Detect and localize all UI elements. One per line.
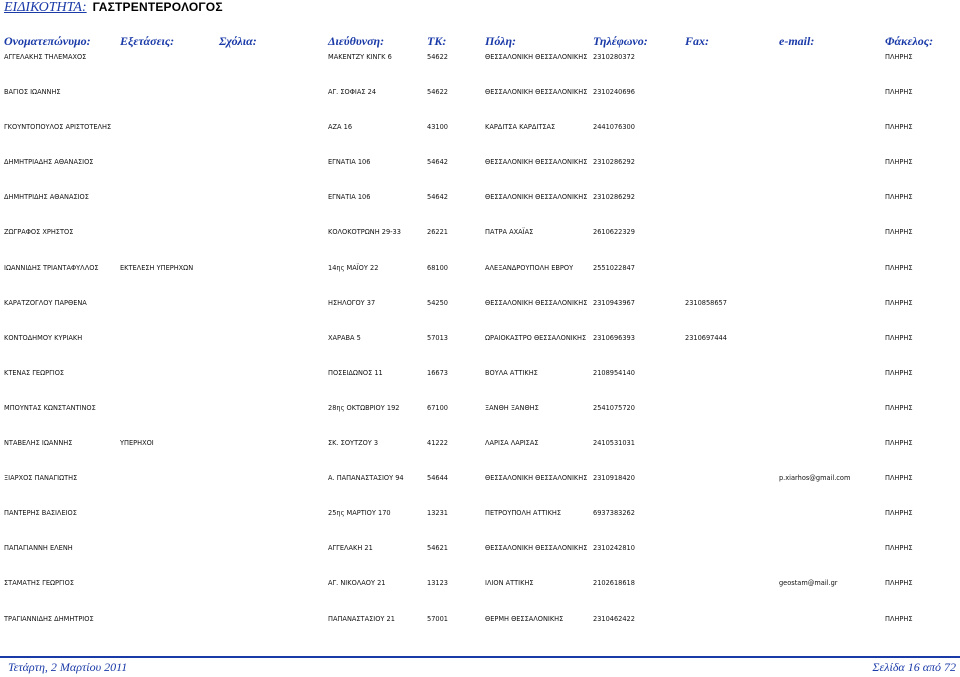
column-header-comments: Σχόλια: [219, 34, 257, 48]
column-header-file: Φάκελος: [885, 34, 934, 48]
doctor-postcode: 13123 [427, 579, 448, 588]
doctor-file-status: ΠΛΗΡΗΣ [885, 403, 913, 412]
doctor-phone: 2310286292 [593, 158, 635, 167]
doctor-postcode: 41222 [427, 439, 448, 448]
doctor-name: ΤΡΑΓΙΑΝΝΙΔΗΣ ΔΗΜΗΤΡΙΟΣ [4, 614, 94, 623]
doctor-postcode: 54642 [427, 158, 448, 167]
footer-date: Τετάρτη, 2 Μαρτίου 2011 [8, 660, 128, 674]
table-row [0, 121, 960, 156]
doctor-phone: 2310696393 [593, 333, 635, 342]
doctor-city: ΘΕΣΣΑΛΟΝΙΚΗ ΘΕΣΣΑΛΟΝΙΚΗΣ [485, 158, 588, 167]
doctor-name: ΔΗΜΗΤΡΙΑΔΗΣ ΑΘΑΝΑΣΙΟΣ [4, 158, 94, 167]
doctor-file-status: ΠΛΗΡΗΣ [885, 333, 913, 342]
doctor-name: ΙΩΑΝΝΙΔΗΣ ΤΡΙΑΝΤΑΦΥΛΛΟΣ [4, 263, 99, 272]
doctor-postcode: 54644 [427, 474, 448, 483]
doctor-address: ΜΑΚΕΝΤΖΥ ΚΙΝΓΚ 6 [328, 53, 392, 61]
doctor-address: 28ης ΟΚΤΩΒΡΙΟΥ 192 [328, 403, 400, 412]
doctor-phone: 2310462422 [593, 614, 635, 623]
doctor-phone: 2310918420 [593, 474, 635, 483]
doctor-phone: 2441076300 [593, 123, 635, 132]
doctor-phone: 2102618618 [593, 579, 635, 588]
doctor-name: ΔΗΜΗΤΡΙΔΗΣ ΑΘΑΝΑΣΙΟΣ [4, 193, 89, 202]
specialty-label: ΕΙΔΙΚΟΤΗΤΑ: [4, 0, 87, 15]
footer-divider [0, 656, 960, 658]
doctor-phone: 2310286292 [593, 193, 635, 202]
table-row [0, 542, 960, 577]
table-row [0, 402, 960, 437]
doctor-postcode: 67100 [427, 403, 448, 412]
doctor-address: ΑΓ. ΣΟΦΙΑΣ 24 [328, 88, 377, 97]
doctor-postcode: 57013 [427, 333, 448, 342]
doctor-city: ΘΕΣΣΑΛΟΝΙΚΗ ΘΕΣΣΑΛΟΝΙΚΗΣ [485, 298, 588, 307]
doctor-file-status: ΠΛΗΡΗΣ [885, 474, 913, 483]
table-row [0, 297, 960, 332]
doctor-address: ΠΑΠΑΝΑΣΤΑΣΙΟΥ 21 [328, 614, 395, 623]
table-row [0, 226, 960, 261]
doctor-exams: ΕΚΤΕΛΕΣΗ ΥΠΕΡΗΧΩΝ [120, 263, 194, 272]
column-header-name: Ονοματεπώνυμο: [4, 34, 91, 48]
doctor-address: ΧΑΡΑΒΑ 5 [328, 333, 361, 342]
doctor-city: ΑΛΕΞΑΝΔΡΟΥΠΟΛΗ ΕΒΡΟΥ [485, 263, 574, 272]
doctor-city: ΘΕΣΣΑΛΟΝΙΚΗ ΘΕΣΣΑΛΟΝΙΚΗΣ [485, 474, 588, 483]
doctor-postcode: 13231 [427, 509, 448, 518]
doctor-city: ΘΕΡΜΗ ΘΕΣΣΑΛΟΝΙΚΗΣ [485, 614, 564, 623]
doctor-name: ΑΓΓΕΛΑΚΗΣ ΤΗΛΕΜΑΧΟΣ [4, 53, 87, 61]
column-header-phone: Τηλέφωνο: [593, 34, 648, 48]
column-header-email: e-mail: [779, 34, 815, 48]
doctor-list [0, 51, 960, 648]
doctor-file-status: ΠΛΗΡΗΣ [885, 158, 913, 167]
doctor-name: ΒΑΓΙΟΣ ΙΩΑΝΝΗΣ [4, 88, 61, 97]
doctor-address: 25ης ΜΑΡΤΙΟΥ 170 [328, 509, 391, 518]
doctor-phone: 2610622329 [593, 228, 635, 237]
footer-page-number: Σελίδα 16 από 72 [872, 660, 956, 674]
column-header-exams: Εξετάσεις: [120, 34, 175, 48]
doctor-name: ΖΩΓΡΑΦΟΣ ΧΡΗΣΤΟΣ [4, 228, 74, 237]
table-row [0, 577, 960, 612]
doctor-address: ΑΖΑ 16 [328, 123, 353, 132]
doctor-address: ΣΚ. ΣΟΥΤΖΟΥ 3 [328, 439, 379, 448]
table-row [0, 262, 960, 297]
doctor-postcode: 43100 [427, 123, 448, 132]
doctor-postcode: 16673 [427, 368, 448, 377]
doctor-postcode: 54622 [427, 88, 448, 97]
doctor-address: ΑΓ. ΝΙΚΟΛΑΟΥ 21 [328, 579, 386, 588]
doctor-postcode: 54622 [427, 53, 448, 61]
doctor-file-status: ΠΛΗΡΗΣ [885, 579, 913, 588]
doctor-file-status: ΠΛΗΡΗΣ [885, 509, 913, 518]
table-row [0, 51, 960, 86]
column-header-row [0, 33, 960, 49]
column-header-city: Πόλη: [485, 34, 517, 48]
doctor-phone: 2310280372 [593, 53, 635, 61]
doctor-email[interactable]: p.xiarhos@gmail.com [779, 474, 851, 483]
doctor-name: ΞΙΑΡΧΟΣ ΠΑΝΑΓΙΩΤΗΣ [4, 474, 78, 483]
doctor-city: ΙΛΙΟΝ ΑΤΤΙΚΗΣ [485, 579, 534, 588]
doctor-city: ΚΑΡΔΙΤΣΑ ΚΑΡΔΙΤΣΑΣ [485, 123, 556, 132]
doctor-address: 14ης ΜΑΪΟΥ 22 [328, 263, 379, 272]
doctor-phone: 2310242810 [593, 544, 635, 553]
doctor-phone: 6937383262 [593, 509, 635, 518]
doctor-file-status: ΠΛΗΡΗΣ [885, 263, 913, 272]
doctor-phone: 2410531031 [593, 439, 635, 448]
doctor-file-status: ΠΛΗΡΗΣ [885, 88, 913, 97]
doctor-address: ΕΓΝΑΤΙΑ 106 [328, 193, 371, 202]
doctor-phone: 2310943967 [593, 298, 635, 307]
doctor-address: Α. ΠΑΠΑΝΑΣΤΑΣΙΟΥ 94 [328, 474, 404, 483]
doctor-file-status: ΠΛΗΡΗΣ [885, 53, 913, 61]
doctor-city: ΘΕΣΣΑΛΟΝΙΚΗ ΘΕΣΣΑΛΟΝΙΚΗΣ [485, 53, 588, 61]
column-header-fax: Fax: [685, 34, 709, 48]
doctor-postcode: 54621 [427, 544, 448, 553]
table-row [0, 507, 960, 542]
doctor-city: ΘΕΣΣΑΛΟΝΙΚΗ ΘΕΣΣΑΛΟΝΙΚΗΣ [485, 88, 588, 97]
doctor-file-status: ΠΛΗΡΗΣ [885, 439, 913, 448]
doctor-city: ΩΡΑΙΟΚΑΣΤΡΟ ΘΕΣΣΑΛΟΝΙΚΗΣ [485, 333, 587, 342]
table-row [0, 156, 960, 191]
table-row [0, 437, 960, 472]
column-header-postcode: ΤΚ: [427, 34, 447, 48]
doctor-name: ΚΟΝΤΟΔΗΜΟΥ ΚΥΡΙΑΚΗ [4, 333, 83, 342]
doctor-phone: 2108954140 [593, 368, 635, 377]
doctor-file-status: ΠΛΗΡΗΣ [885, 614, 913, 623]
doctor-file-status: ΠΛΗΡΗΣ [885, 544, 913, 553]
table-row [0, 191, 960, 226]
report-title [4, 0, 223, 14]
table-row [0, 332, 960, 367]
doctor-file-status: ΠΛΗΡΗΣ [885, 298, 913, 307]
doctor-postcode: 54250 [427, 298, 448, 307]
specialty-value: ΓΑΣΤΡΕΝΤΕΡΟΛΟΓΟΣ [92, 0, 223, 14]
doctor-postcode: 68100 [427, 263, 448, 272]
doctor-city: ΞΑΝΘΗ ΞΑΝΘΗΣ [485, 403, 539, 412]
doctor-city: ΠΑΤΡΑ ΑΧΑΪΑΣ [485, 228, 534, 237]
doctor-name: ΠΑΝΤΕΡΗΣ ΒΑΣΙΛΕΙΟΣ [4, 509, 77, 518]
table-row [0, 613, 960, 648]
table-row [0, 367, 960, 402]
doctor-name: ΝΤΑΒΕΛΗΣ ΙΩΑΝΝΗΣ [4, 439, 73, 448]
doctor-address: ΚΟΛΟΚΟΤΡΩΝΗ 29-33 [328, 228, 401, 237]
doctor-city: ΘΕΣΣΑΛΟΝΙΚΗ ΘΕΣΣΑΛΟΝΙΚΗΣ [485, 193, 588, 202]
doctor-file-status: ΠΛΗΡΗΣ [885, 228, 913, 237]
doctor-name: ΓΚΟΥΝΤΟΠΟΥΛΟΣ ΑΡΙΣΤΟΤΕΛΗΣ [4, 123, 112, 132]
doctor-file-status: ΠΛΗΡΗΣ [885, 368, 913, 377]
doctor-name: ΠΑΠΑΓΙΑΝΝΗ ΕΛΕΝΗ [4, 544, 73, 553]
doctor-address: ΕΓΝΑΤΙΑ 106 [328, 158, 371, 167]
doctor-email[interactable]: geostam@mail.gr [779, 579, 838, 588]
doctor-city: ΛΑΡΙΣΑ ΛΑΡΙΣΑΣ [485, 439, 539, 448]
doctor-phone: 2541075720 [593, 403, 635, 412]
doctor-name: ΚΑΡΑΤΖΟΓΛΟΥ ΠΑΡΘΕΝΑ [4, 298, 87, 307]
doctor-postcode: 26221 [427, 228, 448, 237]
doctor-file-status: ΠΛΗΡΗΣ [885, 193, 913, 202]
doctor-phone: 2551022847 [593, 263, 635, 272]
doctor-name: ΚΤΕΝΑΣ ΓΕΩΡΓΙΟΣ [4, 368, 65, 377]
doctor-address: ΠΟΣΕΙΔΩΝΟΣ 11 [328, 368, 383, 377]
doctor-phone: 2310240696 [593, 88, 635, 97]
doctor-exams: ΥΠΕΡΗΧΟΙ [120, 439, 154, 448]
doctor-fax: 2310858657 [685, 298, 727, 307]
table-row [0, 472, 960, 507]
doctor-address: ΗΣΗΛΟΓΟΥ 37 [328, 298, 376, 307]
doctor-postcode: 57001 [427, 614, 448, 623]
doctor-city: ΠΕΤΡΟΥΠΟΛΗ ΑΤΤΙΚΗΣ [485, 509, 562, 518]
doctor-postcode: 54642 [427, 193, 448, 202]
doctor-name: ΣΤΑΜΑΤΗΣ ΓΕΩΡΓΙΟΣ [4, 579, 74, 588]
column-header-address: Διεύθυνση: [328, 34, 385, 48]
doctor-file-status: ΠΛΗΡΗΣ [885, 123, 913, 132]
doctor-city: ΒΟΥΛΑ ΑΤΤΙΚΗΣ [485, 368, 538, 377]
doctor-name: ΜΠΟΥΝΤΑΣ ΚΩΝΣΤΑΝΤΙΝΟΣ [4, 403, 96, 412]
doctor-fax: 2310697444 [685, 333, 727, 342]
doctor-city: ΘΕΣΣΑΛΟΝΙΚΗ ΘΕΣΣΑΛΟΝΙΚΗΣ [485, 544, 588, 553]
doctor-address: ΑΓΓΕΛΑΚΗ 21 [328, 544, 373, 553]
table-row [0, 86, 960, 121]
